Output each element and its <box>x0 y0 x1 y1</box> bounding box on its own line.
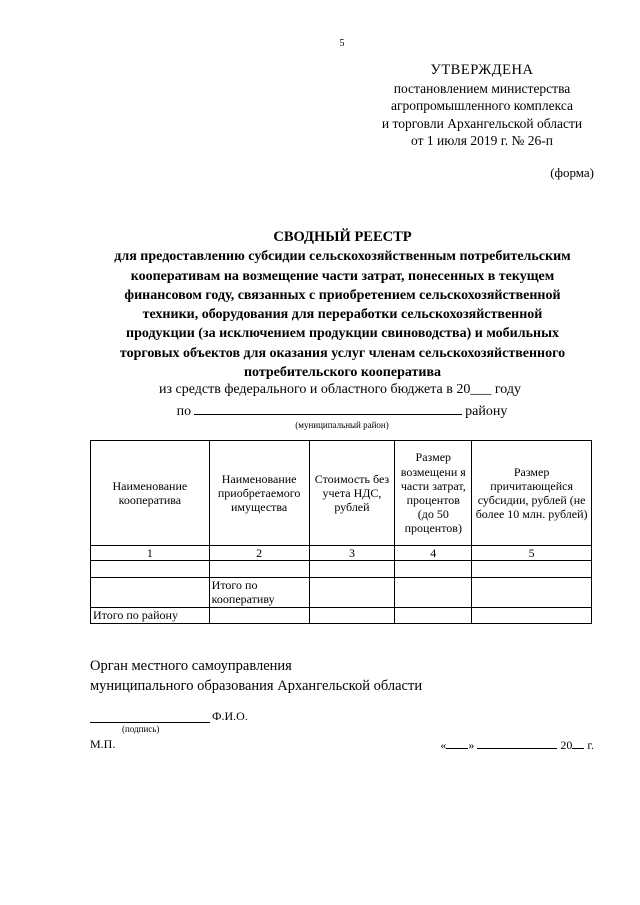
document-title: СВОДНЫЙ РЕЕСТР <box>273 229 412 245</box>
table-header-row <box>91 441 592 546</box>
table-cell <box>472 561 592 578</box>
header-cell: Размер возмещени я части затрат, процентов (до 50 процентов) <box>395 441 472 546</box>
table-cell <box>472 578 592 607</box>
date-close-quote: » <box>468 738 475 752</box>
district-line <box>0 402 640 420</box>
approval-line: от 1 июля 2019 г. № 26-п <box>411 133 553 148</box>
date-month-blank <box>477 737 557 749</box>
date-year-prefix: 20 <box>560 738 573 752</box>
column-number: 1 <box>91 546 210 561</box>
table-cell <box>472 607 592 623</box>
column-number: 4 <box>395 546 472 561</box>
subtitle-line: потребительского кооператива <box>243 365 442 381</box>
approval-title: УТВЕРЖДЕНА <box>430 62 534 78</box>
org-line: муниципального образования Архангельской области <box>90 678 423 694</box>
table-cell <box>395 607 472 623</box>
table-cell <box>209 561 309 578</box>
budget-line: из средств федерального и областного бюджета в 20___ году <box>159 382 521 397</box>
page-number: 5 <box>339 38 345 49</box>
subtitle-line: кооперативам на возмещение части затрат, понесенных в текущем <box>130 268 555 284</box>
column-number-row <box>91 546 592 561</box>
subtitle-line: финансовом году, связанных с приобретением сельскохозяйственной <box>124 287 561 303</box>
table-row <box>91 561 592 578</box>
date-day-blank <box>446 737 468 749</box>
column-number: 3 <box>309 546 395 561</box>
table-cell <box>309 561 395 578</box>
table-cell <box>309 578 395 607</box>
registry-table <box>90 440 592 624</box>
district-blank <box>194 402 462 415</box>
approval-line: постановлением министерства <box>393 80 571 96</box>
table-cell <box>395 578 472 607</box>
district-total-row <box>91 607 592 623</box>
approval-line: агропромышленного комплекса <box>391 98 573 113</box>
column-number: 5 <box>472 546 592 561</box>
district-total-label: Итого по району <box>91 607 210 623</box>
subtitle-line: техники, оборудования для переработки сельскохозяйственной <box>142 307 543 323</box>
coop-total-row <box>91 578 592 607</box>
table-cell <box>91 561 210 578</box>
table-cell <box>395 561 472 578</box>
header-cell: Наименование приобретаемого имущества <box>209 441 309 546</box>
table-cell <box>309 607 395 623</box>
district-prefix: по <box>176 404 192 419</box>
date-year-blank <box>572 737 584 749</box>
date-open-quote: « <box>440 738 447 752</box>
table-cell <box>209 607 309 623</box>
header-cell: Наименование кооператива <box>91 441 210 546</box>
document-heading <box>70 228 615 382</box>
org-line: Орган местного самоуправления <box>90 658 292 674</box>
header-cell: Стоимость без учета НДС, рублей <box>309 441 395 546</box>
column-number: 2 <box>209 546 309 561</box>
fio-label: Ф.И.О. <box>212 709 248 723</box>
table-cell <box>91 578 210 607</box>
approval-line: и торговли Архангельской области <box>381 115 583 131</box>
date-line <box>440 737 594 753</box>
subtitle-line: торговых объектов для оказания услуг членам сельскохозяйственного <box>119 345 566 361</box>
subtitle-line: для предоставлению субсидии сельскохозяйственным потребительским <box>114 249 571 265</box>
form-label: (форма) <box>550 165 594 180</box>
stamp-label: М.П. <box>90 737 116 751</box>
signature-line <box>90 710 210 723</box>
district-suffix: району <box>465 404 508 419</box>
signature-hint: (подпись) <box>122 724 160 734</box>
district-hint: (муниципальный район) <box>295 420 389 430</box>
date-year-suffix: г. <box>587 738 594 752</box>
header-cell: Размер причитающейся субсидии, рублей (не более 10 млн. рублей) <box>472 441 592 546</box>
coop-total-label: Итого по кооперативу <box>209 578 309 607</box>
approval-block <box>340 62 624 150</box>
subtitle-line: продукции (за исключением продукции свиноводства) и мобильных <box>126 326 559 342</box>
